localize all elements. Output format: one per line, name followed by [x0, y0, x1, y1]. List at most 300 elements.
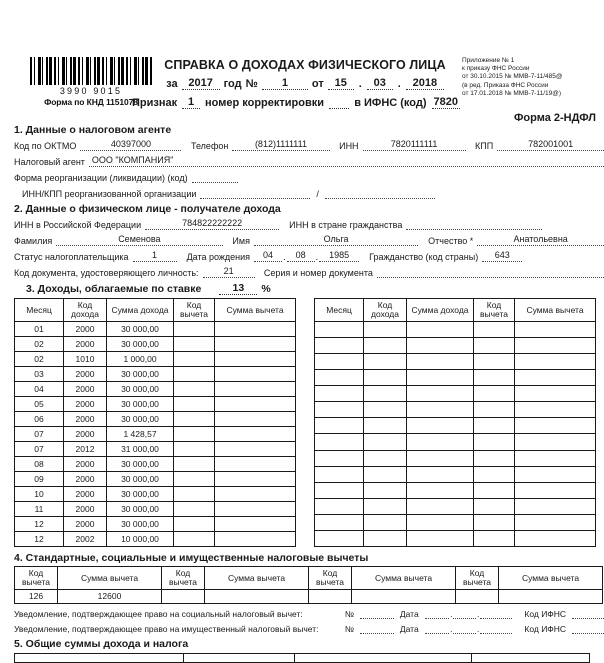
form-type-label: Форма 2-НДФЛ — [514, 112, 596, 124]
deduction-sum-cell[interactable] — [215, 442, 296, 457]
deduction-sum-cell[interactable] — [515, 482, 596, 498]
table-header-row — [15, 299, 296, 322]
totals-table — [14, 653, 590, 663]
deduction-code-cell[interactable] — [174, 352, 215, 367]
deduction-sum-1[interactable]: 12600 — [58, 590, 162, 604]
table-row — [15, 517, 296, 532]
inn-rf-label: ИНН в Российской Федерации — [14, 220, 142, 230]
notice-property-date-day[interactable] — [425, 623, 449, 634]
table-row — [15, 487, 296, 502]
month-cell[interactable]: 11 — [15, 502, 64, 517]
deduction-code-cell[interactable] — [174, 412, 215, 427]
inn-rf-value[interactable]: 784822222222 — [145, 218, 279, 230]
phone-value[interactable]: (812)1111111 — [232, 139, 329, 151]
deduction-sum-cell[interactable] — [515, 418, 596, 434]
section-3-title: 3. Доходы, облагаемые по ставке — [26, 283, 202, 295]
period-row — [150, 77, 460, 90]
table-row — [315, 418, 596, 434]
deduction-code-cell[interactable] — [474, 450, 515, 466]
deduction-sum-cell[interactable] — [215, 457, 296, 472]
table-row — [315, 402, 596, 418]
date-sep-2: . — [397, 78, 401, 90]
status-value[interactable]: 1 — [133, 250, 177, 262]
correction-label: номер корректировки — [205, 97, 325, 109]
reorg-form-value[interactable] — [192, 171, 238, 183]
deduction-sum-cell[interactable] — [515, 322, 596, 338]
income-code-cell[interactable]: 2012 — [64, 442, 107, 457]
title-block — [132, 58, 460, 109]
reorg-inn-kpp-label: ИНН/КПП реорганизованной организации — [22, 189, 197, 199]
deduction-sum-cell[interactable] — [515, 402, 596, 418]
deduction-sum-cell[interactable] — [215, 427, 296, 442]
deduction-code-4[interactable] — [456, 590, 499, 604]
reorg-form-label: Форма реорганизации (ликвидации) (код) — [14, 173, 188, 183]
date-day-value[interactable]: 15 — [328, 77, 354, 90]
deduction-sum-3[interactable] — [352, 590, 456, 604]
notice-property-date-label: Дата — [399, 624, 419, 634]
notice-social-date-month[interactable] — [453, 608, 476, 619]
col-month: Месяц — [315, 299, 364, 322]
date-sep-1: . — [358, 78, 362, 90]
deduction-sum-cell[interactable] — [215, 337, 296, 352]
person-document-row — [14, 265, 604, 278]
doc-number-value[interactable]: 1 — [262, 77, 308, 90]
agent-kpp-value[interactable]: 782001001 — [497, 139, 604, 151]
notice-property-ifns-value[interactable] — [572, 623, 604, 634]
income-sum-cell[interactable] — [407, 338, 474, 354]
table-row — [315, 322, 596, 338]
income-code-cell[interactable]: 2000 — [64, 367, 107, 382]
income-code-cell[interactable]: 1010 — [64, 352, 107, 367]
income-code-cell[interactable] — [364, 450, 407, 466]
income-code-cell[interactable]: 2000 — [64, 487, 107, 502]
notice-property-number-value[interactable] — [360, 623, 394, 634]
deduction-sum-cell[interactable] — [215, 487, 296, 502]
totals-cell-1[interactable] — [15, 654, 184, 663]
notice-property-date-month[interactable] — [453, 623, 476, 634]
citizenship-label: Гражданство (код страны) — [369, 252, 479, 262]
income-sum-cell[interactable] — [407, 482, 474, 498]
section-5-title: 5. Общие суммы дохода и налога — [14, 638, 189, 650]
deduction-code-cell[interactable] — [474, 354, 515, 370]
firstname-label: Имя — [232, 236, 250, 246]
table-row — [315, 386, 596, 402]
deduction-code-cell[interactable] — [474, 386, 515, 402]
income-table-right-body — [315, 322, 596, 547]
deduction-code-cell[interactable] — [174, 322, 215, 337]
table-row — [15, 397, 296, 412]
col-deduction-sum: Сумма вычета — [215, 299, 296, 322]
income-sum-cell[interactable]: 30 000,00 — [107, 322, 174, 337]
col-deduction-code-3: Код вычета — [309, 567, 352, 590]
patronymic-value[interactable]: Анатольевна — [477, 234, 604, 246]
approval-line-5: от 17.01.2018 № ММВ-7-11/19@) — [462, 89, 562, 97]
income-code-cell[interactable] — [364, 418, 407, 434]
section-1-title: 1. Данные о налоговом агенте — [14, 124, 172, 136]
date-year-value[interactable]: 2018 — [406, 77, 444, 90]
deduction-sum-cell[interactable] — [215, 472, 296, 487]
za-label: за — [166, 78, 178, 90]
income-sum-cell[interactable]: 30 000,00 — [107, 502, 174, 517]
income-sum-cell[interactable]: 30 000,00 — [107, 337, 174, 352]
income-code-cell[interactable] — [364, 498, 407, 514]
deduction-code-2[interactable] — [162, 590, 205, 604]
income-sum-cell[interactable] — [407, 370, 474, 386]
section-4-title: 4. Стандартные, социальные и имущественные налоговые вычеты — [14, 552, 369, 564]
notice-social-ifns-label: Код ИФНС — [524, 609, 567, 619]
notice-property-date-sep-1: . — [450, 624, 453, 634]
deduction-code-cell[interactable] — [474, 530, 515, 546]
deduction-sum-cell[interactable] — [515, 466, 596, 482]
agent-inn-value[interactable]: 7820111111 — [363, 139, 466, 151]
month-cell[interactable]: 07 — [15, 442, 64, 457]
phone-label: Телефон — [190, 141, 229, 151]
oktmo-value[interactable]: 40397000 — [80, 139, 181, 151]
month-cell[interactable]: 06 — [15, 412, 64, 427]
table-header-row — [315, 299, 596, 322]
citizenship-value[interactable]: 643 — [482, 250, 522, 262]
income-sum-cell[interactable] — [407, 386, 474, 402]
notice-social-number-value[interactable] — [360, 608, 394, 619]
table-row — [15, 532, 296, 547]
income-sum-cell[interactable]: 30 000,00 — [107, 457, 174, 472]
tax-rate-value[interactable]: 13 — [219, 282, 257, 295]
doc-series-label: Серия и номер документа — [263, 268, 373, 278]
document-header — [0, 0, 604, 124]
income-sum-cell[interactable]: 30 000,00 — [107, 397, 174, 412]
income-code-cell[interactable]: 2000 — [64, 412, 107, 427]
deduction-code-cell[interactable] — [174, 337, 215, 352]
income-tables-wrapper — [14, 298, 604, 547]
deduction-code-cell[interactable] — [474, 338, 515, 354]
month-cell[interactable] — [315, 370, 364, 386]
month-cell[interactable]: 09 — [15, 472, 64, 487]
income-sum-cell[interactable] — [407, 450, 474, 466]
deduction-code-cell[interactable] — [174, 517, 215, 532]
agent-inn-label: ИНН — [339, 141, 359, 151]
month-cell[interactable] — [315, 386, 364, 402]
col-income-sum: Сумма дохода — [407, 299, 474, 322]
notice-property-label: Уведомление, подтверждающее право на имущественный налоговый вычет: — [14, 624, 319, 634]
reorg-kpp-value[interactable] — [325, 187, 435, 199]
deduction-code-3[interactable] — [309, 590, 352, 604]
income-sum-cell[interactable] — [407, 354, 474, 370]
income-code-cell[interactable] — [364, 514, 407, 530]
income-code-cell[interactable]: 2000 — [64, 472, 107, 487]
deduction-sum-cell[interactable] — [515, 338, 596, 354]
month-cell[interactable]: 10 — [15, 487, 64, 502]
income-code-cell[interactable]: 2000 — [64, 382, 107, 397]
table-row — [315, 338, 596, 354]
income-code-cell[interactable] — [364, 338, 407, 354]
month-cell[interactable]: 02 — [15, 337, 64, 352]
month-cell[interactable] — [315, 514, 364, 530]
date-month-value[interactable]: 03 — [367, 77, 393, 90]
deduction-sum-2[interactable] — [205, 590, 309, 604]
deduction-code-cell[interactable] — [174, 472, 215, 487]
deduction-code-1[interactable]: 126 — [15, 590, 58, 604]
income-table-right — [314, 298, 596, 547]
deduction-code-cell[interactable] — [474, 370, 515, 386]
table-row — [15, 427, 296, 442]
month-cell[interactable]: 05 — [15, 397, 64, 412]
table-row — [15, 457, 296, 472]
income-sum-cell[interactable]: 30 000,00 — [107, 472, 174, 487]
col-income-code: Код дохода — [64, 299, 107, 322]
percent-sign: % — [261, 283, 271, 295]
lastname-label: Фамилия — [14, 236, 53, 246]
month-cell[interactable]: 08 — [15, 457, 64, 472]
deduction-sum-cell[interactable] — [515, 514, 596, 530]
section-2-title: 2. Данные о физическом лице - получателе дохода — [14, 203, 281, 215]
income-sum-cell[interactable] — [407, 530, 474, 546]
approval-reference — [462, 57, 602, 98]
income-code-cell[interactable] — [364, 402, 407, 418]
agent-kpp-label: КПП — [475, 141, 494, 151]
notice-social-date-label: Дата — [399, 609, 419, 619]
doc-series-value[interactable] — [377, 266, 604, 278]
month-cell[interactable] — [315, 482, 364, 498]
deduction-code-cell[interactable] — [474, 434, 515, 450]
doc-code-value[interactable]: 21 — [203, 266, 255, 278]
month-cell[interactable] — [315, 418, 364, 434]
agent-name-value[interactable]: ООО "КОМПАНИЯ" — [89, 155, 604, 167]
totals-cell-2[interactable] — [184, 654, 295, 663]
notice-social-number-label: № — [344, 609, 354, 619]
month-cell[interactable]: 07 — [15, 427, 64, 442]
col-deduction-code: Код вычета — [474, 299, 515, 322]
inn-foreign-value[interactable] — [406, 218, 542, 230]
deduction-sum-cell[interactable] — [215, 322, 296, 337]
deduction-code-cell[interactable] — [174, 442, 215, 457]
income-code-cell[interactable] — [364, 482, 407, 498]
col-income-sum: Сумма дохода — [107, 299, 174, 322]
reorg-slash: / — [316, 189, 319, 199]
col-deduction-code-1: Код вычета — [15, 567, 58, 590]
deduction-code-cell[interactable] — [474, 322, 515, 338]
table-row — [315, 450, 596, 466]
birth-month-value[interactable]: 08 — [287, 250, 315, 262]
income-code-cell[interactable]: 2000 — [64, 517, 107, 532]
table-row — [15, 322, 296, 337]
deduction-sum-4[interactable] — [499, 590, 603, 604]
table-row — [15, 382, 296, 397]
notice-social-date-year[interactable] — [480, 608, 512, 619]
income-code-cell[interactable]: 2000 — [64, 502, 107, 517]
deduction-sum-cell[interactable] — [515, 434, 596, 450]
person-status-row — [14, 249, 604, 262]
income-sum-cell[interactable] — [407, 402, 474, 418]
knd-form-number: Форма по КНД 1151078 — [44, 97, 138, 107]
correction-value[interactable] — [329, 96, 349, 109]
notice-property-ifns-label: Код ИФНС — [524, 624, 567, 634]
agent-name-row — [14, 154, 604, 167]
month-cell[interactable] — [315, 402, 364, 418]
income-sum-cell[interactable] — [407, 466, 474, 482]
deduction-code-cell[interactable] — [474, 402, 515, 418]
inn-foreign-label: ИНН в стране гражданства — [289, 220, 403, 230]
deduction-sum-cell[interactable] — [515, 498, 596, 514]
income-sum-cell[interactable]: 30 000,00 — [107, 367, 174, 382]
income-code-cell[interactable] — [364, 370, 407, 386]
birth-sep-1: . — [283, 252, 286, 262]
month-cell[interactable] — [315, 354, 364, 370]
deduction-code-cell[interactable] — [474, 466, 515, 482]
deductions-table — [14, 566, 603, 604]
deduction-code-cell[interactable] — [174, 397, 215, 412]
table-row — [15, 352, 296, 367]
month-cell[interactable] — [315, 434, 364, 450]
deduction-code-cell[interactable] — [174, 427, 215, 442]
notice-social-date-sep-2: . — [477, 609, 480, 619]
deduction-sum-cell[interactable] — [515, 386, 596, 402]
income-sum-cell[interactable]: 1 428,57 — [107, 427, 174, 442]
notice-social-date-day[interactable] — [425, 608, 449, 619]
deduction-sum-cell[interactable] — [215, 532, 296, 547]
birth-label: Дата рождения — [186, 252, 251, 262]
notice-social-date-sep-1: . — [450, 609, 453, 619]
month-cell[interactable] — [315, 338, 364, 354]
income-sum-cell[interactable] — [407, 434, 474, 450]
deduction-sum-cell[interactable] — [215, 412, 296, 427]
month-cell[interactable] — [315, 322, 364, 338]
ifns-label: в ИФНС (код) — [354, 97, 427, 109]
barcode-digits: 3990 9015 — [59, 86, 123, 96]
month-cell[interactable]: 12 — [15, 517, 64, 532]
birth-year-value[interactable]: 1985 — [319, 250, 359, 262]
month-cell[interactable]: 12 — [15, 532, 64, 547]
income-code-cell[interactable]: 2000 — [64, 322, 107, 337]
income-sum-cell[interactable] — [407, 498, 474, 514]
deduction-code-cell[interactable] — [474, 482, 515, 498]
col-deduction-sum-2: Сумма вычета — [205, 567, 309, 590]
deduction-sum-cell[interactable] — [215, 502, 296, 517]
deduction-sum-cell[interactable] — [515, 370, 596, 386]
income-sum-cell[interactable] — [407, 322, 474, 338]
col-deduction-sum-1: Сумма вычета — [58, 567, 162, 590]
income-sum-cell[interactable]: 30 000,00 — [107, 487, 174, 502]
notice-property-number-label: № — [344, 624, 354, 634]
month-cell[interactable]: 03 — [15, 367, 64, 382]
deduction-code-cell[interactable] — [174, 382, 215, 397]
income-code-cell[interactable]: 2000 — [64, 337, 107, 352]
god-label: год — [223, 78, 242, 90]
notice-property-date-year[interactable] — [480, 623, 512, 634]
table-row — [315, 466, 596, 482]
deduction-code-cell[interactable] — [174, 502, 215, 517]
approval-line-1: Приложение № 1 — [462, 57, 515, 64]
agent-codes-row — [14, 138, 604, 151]
deduction-sum-cell[interactable] — [215, 397, 296, 412]
deduction-code-cell[interactable] — [174, 457, 215, 472]
deduction-code-cell[interactable] — [474, 514, 515, 530]
income-code-cell[interactable]: 2002 — [64, 532, 107, 547]
deduction-sum-cell[interactable] — [215, 382, 296, 397]
table-row — [315, 530, 596, 546]
reorg-form-row — [14, 170, 604, 183]
income-sum-cell[interactable]: 1 000,00 — [107, 352, 174, 367]
income-sum-cell[interactable] — [407, 418, 474, 434]
month-cell[interactable] — [315, 450, 364, 466]
income-code-cell[interactable] — [364, 386, 407, 402]
page-title: СПРАВКА О ДОХОДАХ ФИЗИЧЕСКОГО ЛИЦА — [164, 58, 446, 72]
income-sum-cell[interactable]: 30 000,00 — [107, 382, 174, 397]
deduction-sum-cell[interactable] — [215, 517, 296, 532]
deduction-sum-cell[interactable] — [215, 367, 296, 382]
income-table-left-body — [15, 322, 296, 547]
deduction-sum-cell[interactable] — [215, 352, 296, 367]
totals-cell-4[interactable] — [472, 654, 590, 663]
deduction-code-cell[interactable] — [174, 487, 215, 502]
deduction-sum-cell[interactable] — [515, 530, 596, 546]
month-cell[interactable]: 02 — [15, 352, 64, 367]
income-code-cell[interactable]: 2000 — [64, 457, 107, 472]
income-code-cell[interactable] — [364, 466, 407, 482]
birth-sep-2: . — [315, 252, 319, 262]
income-code-cell[interactable] — [364, 322, 407, 338]
deduction-code-cell[interactable] — [174, 367, 215, 382]
person-inn-row — [14, 217, 604, 230]
income-code-cell[interactable]: 2000 — [64, 397, 107, 412]
notice-social-ifns-value[interactable] — [572, 608, 604, 619]
totals-cell-3[interactable] — [295, 654, 472, 663]
month-cell[interactable]: 04 — [15, 382, 64, 397]
lastname-value[interactable]: Семенова — [56, 234, 222, 246]
col-deduction-sum-4: Сумма вычета — [499, 567, 603, 590]
person-name-row — [14, 233, 604, 246]
income-code-cell[interactable] — [364, 530, 407, 546]
income-code-cell[interactable] — [364, 354, 407, 370]
deduction-code-cell[interactable] — [474, 498, 515, 514]
firstname-value[interactable]: Ольга — [254, 234, 418, 246]
birth-day-value[interactable]: 04 — [254, 250, 282, 262]
income-sum-cell[interactable]: 30 000,00 — [107, 517, 174, 532]
deduction-sum-cell[interactable] — [515, 450, 596, 466]
month-cell[interactable]: 01 — [15, 322, 64, 337]
table-row — [315, 354, 596, 370]
month-cell[interactable] — [315, 466, 364, 482]
table-row — [15, 502, 296, 517]
income-sum-cell[interactable]: 30 000,00 — [107, 412, 174, 427]
month-cell[interactable] — [315, 498, 364, 514]
table-row — [315, 370, 596, 386]
deduction-code-cell[interactable] — [474, 418, 515, 434]
oktmo-label: Код по ОКТМО — [14, 141, 77, 151]
deduction-sum-cell[interactable] — [515, 354, 596, 370]
priznak-value[interactable]: 1 — [182, 96, 200, 109]
table-row — [15, 654, 590, 663]
deduction-code-cell[interactable] — [174, 532, 215, 547]
reorg-inn-value[interactable] — [200, 187, 310, 199]
col-deduction-sum-3: Сумма вычета — [352, 567, 456, 590]
income-sum-cell[interactable] — [407, 514, 474, 530]
income-sum-cell[interactable]: 31 000,00 — [107, 442, 174, 457]
col-deduction-sum: Сумма вычета — [515, 299, 596, 322]
table-row — [15, 590, 603, 604]
year-value[interactable]: 2017 — [182, 77, 220, 90]
patronymic-label: Отчество * — [428, 236, 474, 246]
income-code-cell[interactable] — [364, 434, 407, 450]
income-sum-cell[interactable]: 10 000,00 — [107, 532, 174, 547]
barcode-image — [30, 57, 152, 85]
table-row — [15, 367, 296, 382]
month-cell[interactable] — [315, 530, 364, 546]
table-row — [315, 482, 596, 498]
priznak-row — [132, 96, 460, 109]
income-code-cell[interactable]: 2000 — [64, 427, 107, 442]
ifns-code-value[interactable]: 7820 — [433, 96, 458, 108]
ot-label: от — [311, 78, 324, 90]
